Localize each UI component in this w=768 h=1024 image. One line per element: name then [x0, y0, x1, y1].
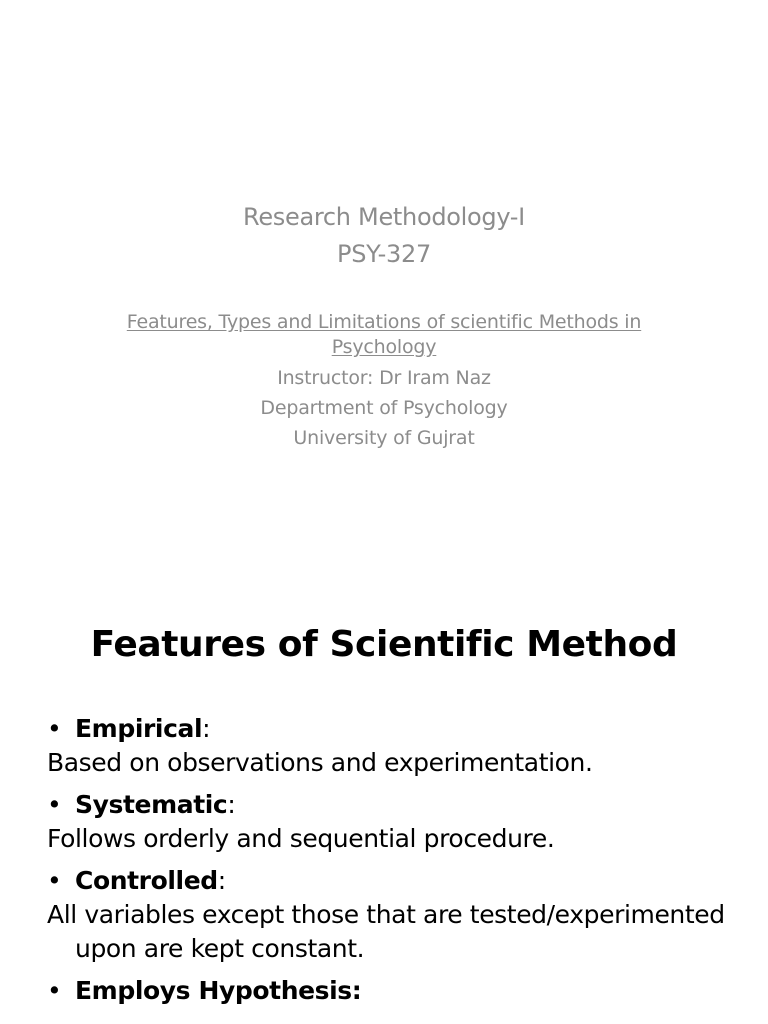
list-item — [47, 788, 747, 856]
term-suffix: : — [202, 714, 211, 743]
term-suffix: : — [227, 790, 236, 819]
feature-list — [47, 712, 747, 1016]
list-item — [47, 712, 747, 780]
list-item — [47, 864, 747, 966]
bullet-icon: • — [47, 976, 62, 1005]
bullet-icon: • — [47, 714, 62, 743]
term-suffix: : — [217, 866, 226, 895]
feature-description: Based on observations and experimentation. — [47, 748, 593, 777]
department-line: Department of Psychology — [260, 397, 508, 419]
feature-description: All variables except those that are tested/experimented upon are kept constant. — [47, 900, 725, 963]
feature-description: Follows orderly and sequential procedure. — [47, 824, 555, 853]
university-line: University of Gujrat — [293, 427, 475, 449]
features-slide — [0, 576, 768, 1024]
course-name: Research Methodology-I — [243, 203, 525, 231]
instructor-line: Instructor: Dr Iram Naz — [277, 367, 491, 389]
feature-term: Controlled — [75, 866, 218, 895]
topic-link[interactable]: Features, Types and Limitations of scientific Methods in Psychology — [126, 311, 642, 358]
feature-term: Employs Hypothesis: — [75, 976, 362, 1005]
feature-term: Systematic — [75, 790, 228, 819]
bullet-icon: • — [47, 866, 62, 895]
feature-term: Empirical — [75, 714, 203, 743]
slide-heading: Features of Scientific Method — [90, 624, 678, 665]
course-header — [0, 199, 768, 273]
bullet-icon: • — [47, 790, 62, 819]
list-item — [47, 974, 747, 1008]
course-code: PSY-327 — [337, 240, 431, 268]
course-details — [0, 310, 768, 453]
